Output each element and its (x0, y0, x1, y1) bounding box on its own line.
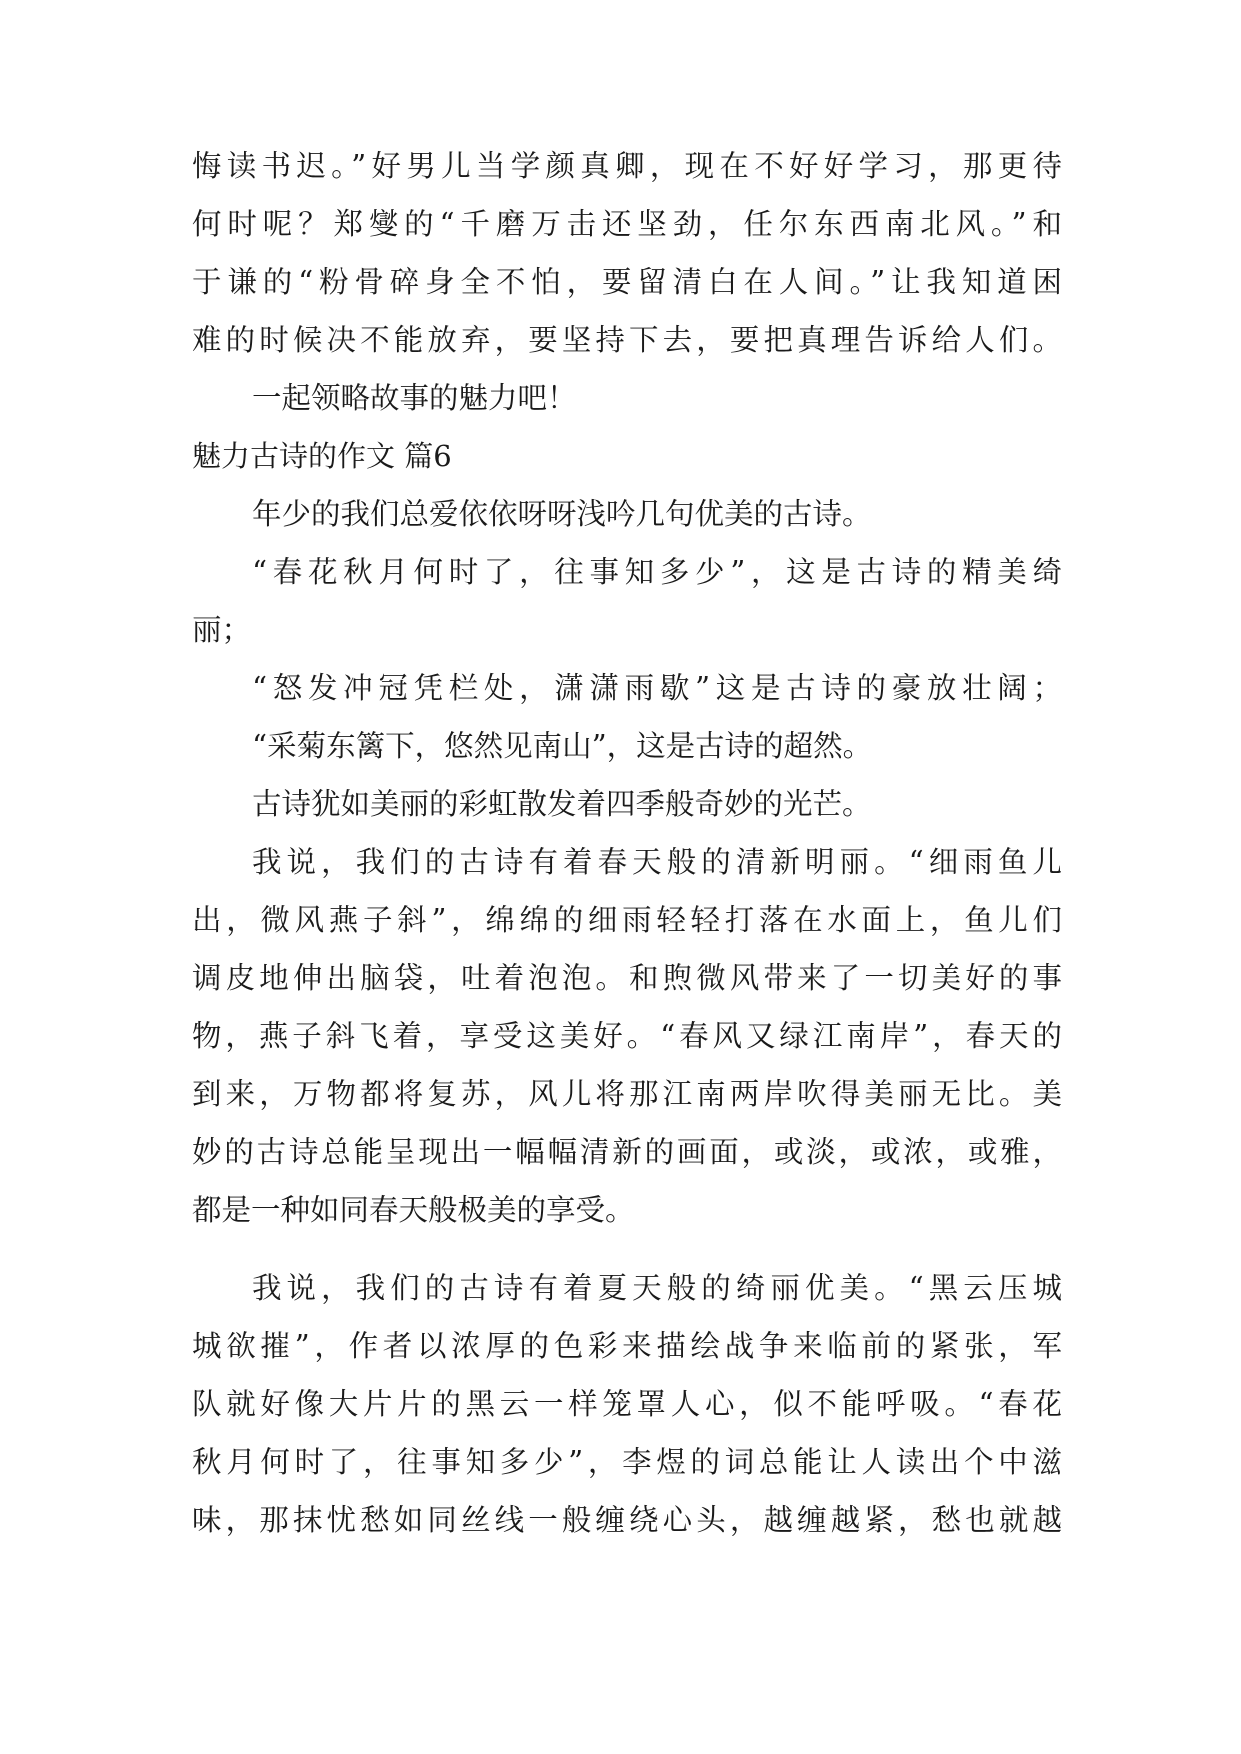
text-line: 都是一种如同春天般极美的享受。 (192, 1193, 635, 1227)
text-line: “怒发冲冠凭栏处，潇潇雨歇”这是古诗的豪放壮阔； (252, 671, 1062, 705)
text-line: 到来，万物都将复苏，风儿将那江南两岸吹得美丽无比。美 (192, 1077, 1062, 1111)
text-line: 秋月何时了，往事知多少”，李煜的词总能让人读出个中滋 (192, 1445, 1062, 1479)
text-line: 我说，我们的古诗有着夏天般的绮丽优美。“黑云压城 (252, 1271, 1062, 1305)
text-line: 一起领略故事的魅力吧！ (252, 381, 577, 415)
text-line: 物，燕子斜飞着，享受这美好。“春风又绿江南岸”，春天的 (192, 1019, 1062, 1053)
text-line: 悔读书迟。”好男儿当学颜真卿，现在不好好学习，那更待 (192, 149, 1062, 183)
text-line: 出，微风燕子斜”，绵绵的细雨轻轻打落在水面上，鱼儿们 (192, 903, 1062, 937)
text-line: 调皮地伸出脑袋，吐着泡泡。和煦微风带来了一切美好的事 (192, 961, 1062, 995)
text-line: 城欲摧”，作者以浓厚的色彩来描绘战争来临前的紧张，军 (192, 1329, 1062, 1363)
text-line: 于谦的“粉骨碎身全不怕，要留清白在人间。”让我知道困 (192, 265, 1062, 299)
text-line: 队就好像大片片的黑云一样笼罩人心，似不能呼吸。“春花 (192, 1387, 1062, 1421)
text-line: “春花秋月何时了，往事知多少”，这是古诗的精美绮 (252, 555, 1062, 589)
text-line: 丽； (192, 613, 252, 647)
text-line: 何时呢？郑燮的“千磨万击还坚劲，任尔东西南北风。”和 (192, 207, 1062, 241)
section-heading: 魅力古诗的作文 篇6 (192, 439, 452, 473)
text-line: “采菊东篱下，悠然见南山”，这是古诗的超然。 (252, 729, 873, 763)
text-line: 味，那抹忧愁如同丝线一般缠绕心头，越缠越紧，愁也就越 (192, 1503, 1062, 1537)
text-line: 年少的我们总爱依依呀呀浅吟几句优美的古诗。 (252, 497, 872, 531)
text-line: 妙的古诗总能呈现出一幅幅清新的画面，或淡，或浓，或雅， (192, 1135, 1062, 1169)
text-line: 古诗犹如美丽的彩虹散发着四季般奇妙的光芒。 (252, 787, 872, 821)
text-line: 难的时候决不能放弃，要坚持下去，要把真理告诉给人们。 (192, 323, 1062, 357)
text-line: 我说，我们的古诗有着春天般的清新明丽。“细雨鱼儿 (252, 845, 1062, 879)
